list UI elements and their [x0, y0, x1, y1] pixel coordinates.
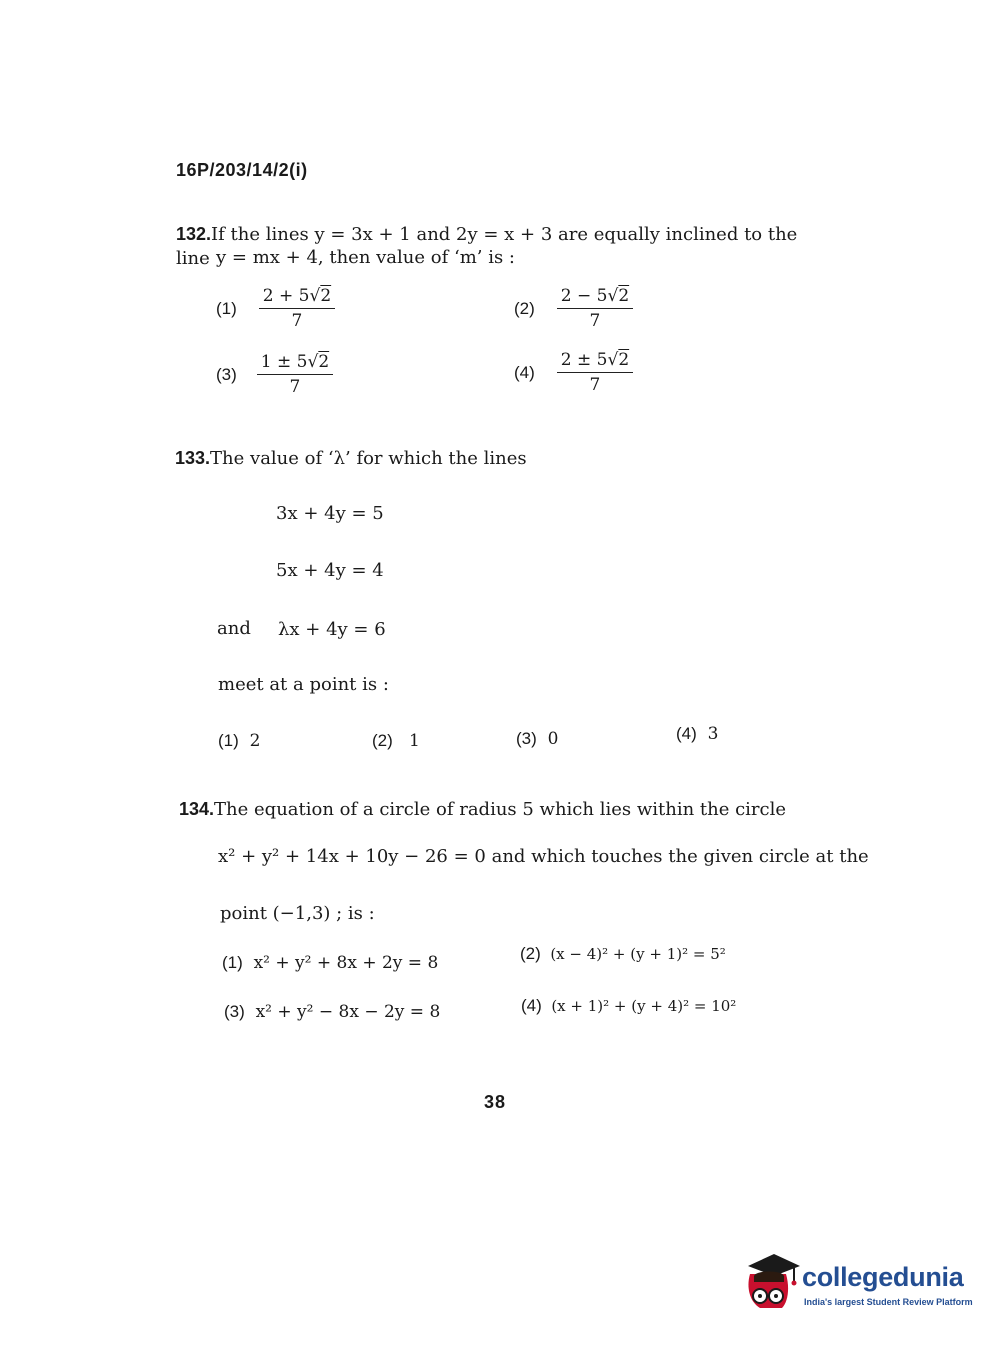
page-number: 38: [484, 1092, 507, 1112]
option-value: 2: [249, 731, 261, 751]
question-text-line2: x² + y² + 14x + 10y − 26 = 0 and which touches the given circle at the: [218, 846, 869, 867]
fraction: $\frac{2 - 5√2}{7}$: [557, 286, 633, 331]
option-4[interactable]: [676, 724, 718, 744]
question-text-line1: If the lines y = 3x + 1 and 2y = x + 3 are equally inclined to the line: [176, 224, 798, 269]
and-label: and: [217, 618, 251, 639]
question-number: 133.: [175, 448, 211, 468]
option-1[interactable]: [216, 286, 335, 331]
option-label: (2): [372, 731, 393, 750]
equation-3: λx + 4y = 6: [278, 619, 386, 640]
option-label: (3): [516, 729, 537, 748]
option-label: (4): [514, 362, 535, 382]
equation-1: 3x + 4y = 5: [276, 503, 384, 524]
option-value: (x + 1)² + (y + 4)² = 10²: [551, 997, 737, 1015]
question-number: 132.: [176, 224, 212, 244]
question-text-line1: The equation of a circle of radius 5 which lies within the circle: [214, 799, 787, 820]
question-number: 134.: [179, 799, 215, 819]
option-value: x² + y² + 8x + 2y = 8: [253, 953, 439, 973]
option-value: x² + y² − 8x − 2y = 8: [255, 1002, 441, 1022]
logo-name: collegedunia: [802, 1262, 964, 1292]
option-label: (2): [520, 944, 541, 963]
option-1[interactable]: [218, 731, 260, 751]
collegedunia-mascot-icon: [742, 1252, 800, 1314]
option-label: (4): [676, 724, 697, 743]
question-text: The value of ‘λ’ for which the lines: [210, 448, 527, 469]
equation-2: 5x + 4y = 4: [276, 560, 384, 581]
option-4[interactable]: [521, 996, 736, 1016]
option-value: (x − 4)² + (y + 1)² = 5²: [550, 945, 726, 963]
question-text-line2: y = mx + 4, then value of ‘m’ is :: [216, 247, 515, 268]
paper-code: 16P/203/14/2(i): [176, 160, 308, 180]
option-label: (4): [521, 996, 542, 1015]
option-3[interactable]: [516, 729, 558, 749]
question-133: [175, 446, 527, 471]
option-2[interactable]: [520, 944, 726, 964]
option-2[interactable]: [514, 286, 633, 331]
logo-tagline: India's largest Student Review Platform: [804, 1297, 973, 1307]
option-value: 0: [547, 729, 559, 749]
option-4[interactable]: [514, 350, 633, 395]
option-label: (1): [218, 731, 239, 750]
option-3[interactable]: [216, 352, 333, 397]
question-tail: meet at a point is :: [218, 674, 389, 695]
fraction: $\frac{2 + 5√2}{7}$: [259, 286, 335, 331]
option-label: (3): [224, 1002, 245, 1021]
option-3[interactable]: [224, 1002, 440, 1022]
fraction: $\frac{2 \pm 5√2}{7}$: [557, 350, 633, 395]
option-label: (1): [216, 298, 237, 318]
option-label: (3): [216, 364, 237, 384]
option-1[interactable]: [222, 953, 438, 973]
option-2[interactable]: [372, 731, 420, 751]
option-value: 3: [707, 724, 719, 744]
fraction: $\frac{1 \pm 5√2}{7}$: [257, 352, 333, 397]
option-label: (2): [514, 298, 535, 318]
question-134: [179, 797, 786, 822]
option-label: (1): [222, 953, 243, 972]
option-value: 1: [409, 731, 420, 751]
question-text-line3: point (−1,3) ; is :: [220, 903, 375, 924]
